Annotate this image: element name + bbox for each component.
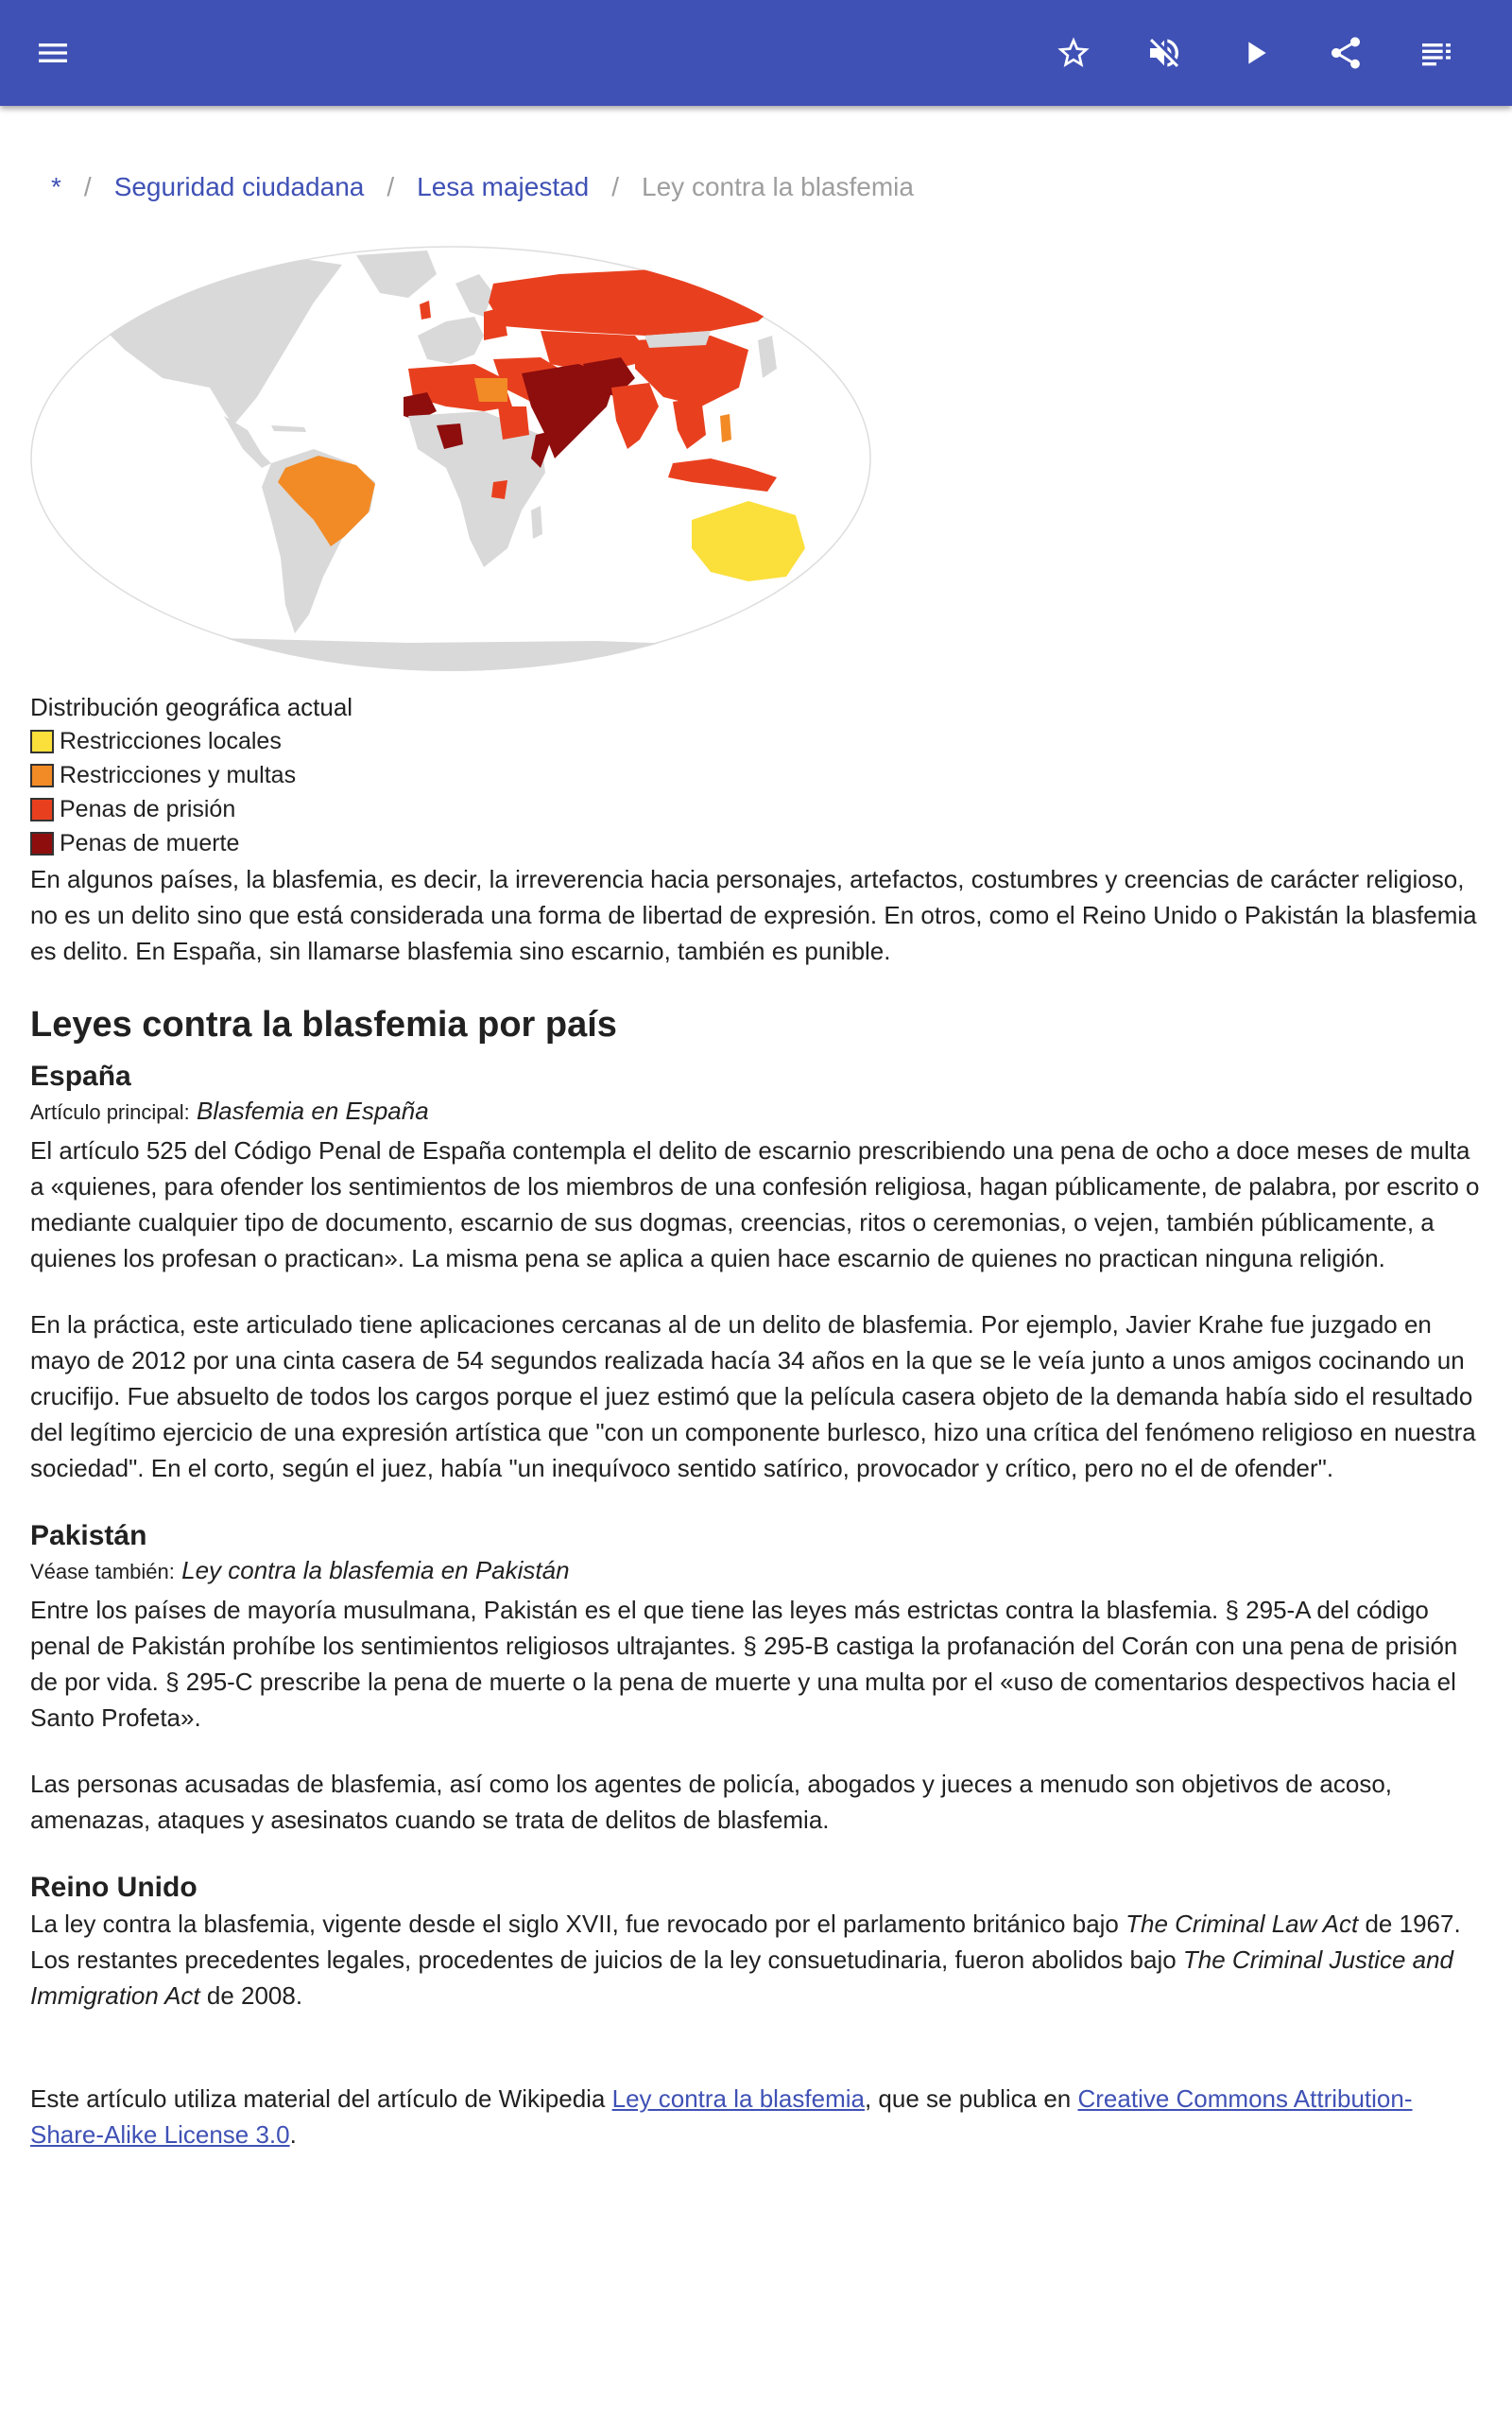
breadcrumb (51, 170, 914, 204)
share-icon[interactable] (1319, 26, 1372, 79)
section-title: Leyes contra la blasfemia por país (30, 1005, 617, 1045)
legend-swatch (30, 730, 54, 753)
intro-text: En algunos países, la blasfemia, es decir, la irreverencia hacia personajes, artefactos, costumbres y creencias de carácter religioso, no es un delito sino que está considerada una forma de libertad de expresión. En otros, como el Reino Unido o Pakistán la blasfemia es delito. En España, sin llamarse blasfemia sino escarnio, también es punible. (30, 865, 1477, 965)
pakistan-paragraph-1 (30, 1592, 1482, 1736)
spain-paragraph-1 (30, 1132, 1482, 1276)
hatnote-pakistan (30, 1554, 570, 1588)
subsection-title-uk: Reino Unido (30, 1872, 198, 1903)
hatnote-link[interactable]: Blasfemia en España (196, 1097, 429, 1125)
world-map-image (30, 246, 871, 671)
breadcrumb-item-lesa-majestad[interactable]: Lesa majestad (417, 172, 590, 201)
paragraph-text: El artículo 525 del Código Penal de España contempla el delito de escarnio prescribiendo una pena de ocho a doce meses de multa a «quienes, para ofender los sentimientos de los miembros de una confesión religiosa, hagan públicamente, de palabra, por escrito o mediante cualquier tipo de documento, escarnio de sus dogmas, creencias, ritos o ceremonias, o vejen, también públicamente, a quienes los profesan o practican». La misma pena se aplica a quien hace escarnio de quienes no practican ninguna religión. (30, 1136, 1480, 1272)
playlist-icon[interactable] (1410, 26, 1463, 79)
play-icon[interactable] (1228, 26, 1281, 79)
breadcrumb-home[interactable]: * (51, 172, 61, 201)
breadcrumb-current: Ley contra la blasfemia (642, 172, 914, 201)
app-bar (0, 0, 1512, 106)
legend-label: Restricciones locales (60, 728, 282, 754)
attribution-footer (30, 2081, 1482, 2152)
legend-label: Restricciones y multas (60, 762, 297, 788)
legend-item (30, 724, 352, 758)
uk-paragraph (30, 1906, 1482, 2014)
text-run: de 2008. (199, 1981, 303, 2010)
text-run: . (289, 2120, 297, 2149)
legend-item (30, 792, 352, 826)
legend-item (30, 826, 352, 860)
breadcrumb-separator: / (611, 172, 620, 201)
star-outline-icon[interactable] (1047, 26, 1100, 79)
paragraph-text (30, 1906, 1482, 2014)
text-run: Este artículo utiliza material del artículo de Wikipedia (30, 2084, 612, 2113)
attribution-text (30, 2081, 1482, 2152)
subsection-title-pakistan: Pakistán (30, 1520, 147, 1551)
subsection-title-spain: España (30, 1061, 131, 1092)
text-run: , que se publica en (864, 2084, 1078, 2113)
legend-label: Penas de prisión (60, 796, 236, 822)
legend-item (30, 758, 352, 792)
map-legend (30, 690, 352, 860)
hatnote-label: Véase también: (30, 1560, 175, 1583)
paragraph-text: En la práctica, este articulado tiene aplicaciones cercanas al de un delito de blasfemia. Por ejemplo, Javier Krahe fue juzgado en mayo de 2012 por una cinta casera de 54 segundos realizada hacía 34 años en la que se le veía junto a unos amigos cocinando un crucifijo. Fue absuelto de todos los cargos porque el juez estimó que la película casera objeto de la demanda había sido el resultado del legítimo ejercicio de una expresión artística que "con un componente burlesco, hizo una crítica del fenómeno religioso en nuestra sociedad". En el corto, según el juez, había "un inequívoco sentido satírico, provocador y crítico, pero no el de ofender". (30, 1310, 1476, 1482)
wikipedia-article-link[interactable]: Ley contra la blasfemia (611, 2084, 865, 2113)
law-title: The Criminal Law Act (1125, 1910, 1359, 1938)
breadcrumb-item-seguridad[interactable]: Seguridad ciudadana (113, 172, 365, 201)
legend-swatch (30, 798, 54, 821)
legend-label: Penas de muerte (60, 830, 240, 856)
text-run: de 1967. Los restantes precedentes legales, procedentes de juicios de la ley consuetudinaria, fueron abolidos bajo (30, 1910, 1461, 1974)
hatnote-spain (30, 1095, 429, 1129)
paragraph-text: Las personas acusadas de blasfemia, así como los agentes de policía, abogados y jueces a menudo son objetivos de acoso, amenazas, ataques y asesinatos cuando se trata de delitos de blasfemia. (30, 1770, 1393, 1834)
intro-paragraph (30, 861, 1482, 969)
breadcrumb-separator: / (387, 172, 395, 201)
law-title: The Criminal Justice and Immigration Act (30, 1945, 1454, 2010)
breadcrumb-separator: / (83, 172, 92, 201)
spain-paragraph-2 (30, 1306, 1482, 1486)
license-link[interactable]: Creative Commons Attribution-Share-Alike License 3.0 (30, 2084, 1413, 2149)
hatnote-link[interactable]: Ley contra la blasfemia en Pakistán (181, 1556, 570, 1584)
paragraph-text: Entre los países de mayoría musulmana, Pakistán es el que tiene las leyes más estrictas contra la blasfemia. § 295-A del código penal de Pakistán prohíbe los sentimientos religiosos ultrajantes. § 295-B castiga la profanación del Corán con una pena de prisión de por vida. § 295-C prescribe la pena de muerte o la pena de muerte y una multa por el «uso de comentarios despectivos hacia el Santo Profeta». (30, 1596, 1458, 1732)
legend-swatch (30, 764, 54, 787)
pakistan-paragraph-2 (30, 1766, 1482, 1838)
volume-off-icon[interactable] (1138, 26, 1191, 79)
menu-icon[interactable] (26, 26, 79, 79)
legend-swatch (30, 832, 54, 856)
hatnote-label: Artículo principal: (30, 1100, 190, 1124)
text-run: La ley contra la blasfemia, vigente desde el siglo XVII, fue revocado por el parlamento británico bajo (30, 1910, 1126, 1938)
map-caption: Distribución geográfica actual (30, 693, 353, 721)
